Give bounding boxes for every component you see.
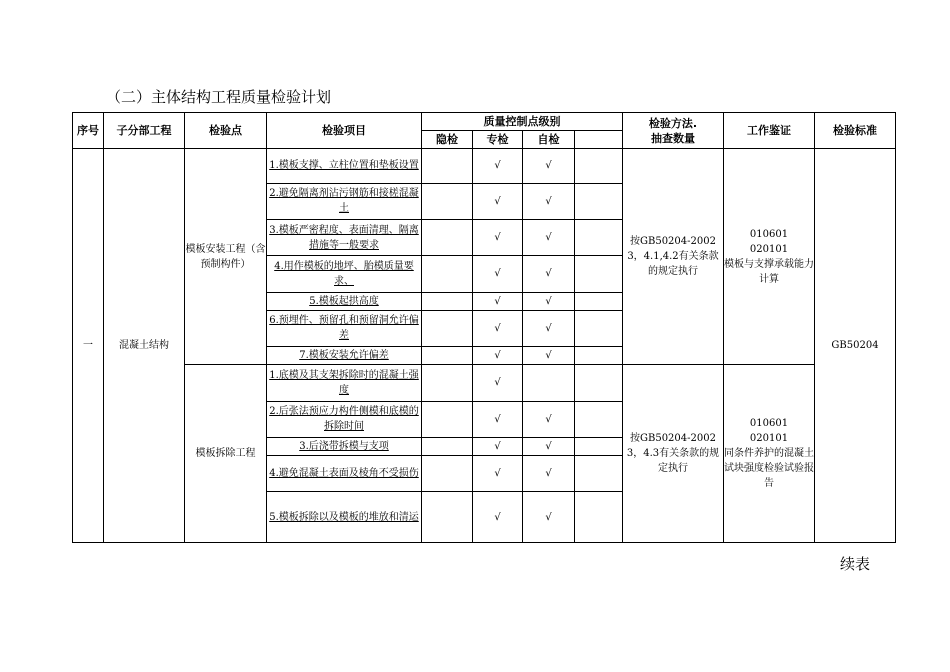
header-seq: 序号 <box>73 113 104 149</box>
self-check: √ <box>523 256 575 292</box>
self-check: √ <box>523 292 575 310</box>
self-check: √ <box>523 437 575 455</box>
method-cell: 按GB50204-2002 3，4.1,4.2有关条款的规定执行 <box>623 149 724 365</box>
header-inspection-point: 检验点 <box>185 113 267 149</box>
blank-cell <box>575 256 623 292</box>
inspection-item: 6.预埋件、预留孔和预留洞允许偏差 <box>267 310 422 346</box>
method-cell: 按GB50204-2002 3，4.3有关条款的规定执行 <box>623 365 724 543</box>
inspection-item: 2.避免隔离剂沾污钢筋和接槎混凝土 <box>267 183 422 219</box>
header-method: 检验方法. 抽查数量 <box>623 113 724 149</box>
inspection-item: 7.模板安装允许偏差 <box>267 347 422 365</box>
special-check: √ <box>473 149 523 183</box>
special-check: √ <box>473 310 523 346</box>
self-check: √ <box>523 149 575 183</box>
special-check: √ <box>473 437 523 455</box>
inspection-item: 3.模板严密程度、表面清理、隔离措施等一般要求 <box>267 219 422 255</box>
special-check: √ <box>473 456 523 492</box>
inspection-point-cell: 模板拆除工程 <box>185 365 267 543</box>
special-check: √ <box>473 292 523 310</box>
hidden-check-cell <box>422 401 473 437</box>
blank-cell <box>575 437 623 455</box>
page-title: （二）主体结构工程质量检验计划 <box>106 88 332 106</box>
inspection-item: 1.底模及其支架拆除时的混凝土强度 <box>267 365 422 401</box>
self-check: √ <box>523 401 575 437</box>
blank-cell <box>575 365 623 401</box>
self-check: √ <box>523 183 575 219</box>
self-check: √ <box>523 492 575 543</box>
header-inspection-item: 检验项目 <box>267 113 422 149</box>
header-self: 自检 <box>523 131 575 149</box>
hidden-check-cell <box>422 347 473 365</box>
special-check: √ <box>473 492 523 543</box>
seq-cell: 一 <box>73 149 104 543</box>
blank-cell <box>575 492 623 543</box>
blank-cell <box>575 401 623 437</box>
blank-cell <box>575 456 623 492</box>
blank-cell <box>575 149 623 183</box>
inspection-plan-table <box>72 112 896 543</box>
hidden-check-cell <box>422 256 473 292</box>
inspection-item: 4.用作模板的地坪、胎模质量要求、 <box>267 256 422 292</box>
inspection-item: 2.后张法预应力构件侧模和底模的拆除时间 <box>267 401 422 437</box>
certificate-cell: 010601 020101 模板与支撑承载能力计算 <box>724 149 815 365</box>
hidden-check-cell <box>422 492 473 543</box>
header-hidden: 隐检 <box>422 131 473 149</box>
table-row <box>73 149 896 183</box>
self-check: √ <box>523 347 575 365</box>
header-quality-level: 质量控制点级别 <box>422 113 623 131</box>
inspection-item: 5.模板起拱高度 <box>267 292 422 310</box>
special-check: √ <box>473 183 523 219</box>
hidden-check-cell <box>422 365 473 401</box>
inspection-item: 3.后浇带拆模与支项 <box>267 437 422 455</box>
hidden-check-cell <box>422 183 473 219</box>
self-check: √ <box>523 310 575 346</box>
header-special: 专检 <box>473 131 523 149</box>
inspection-point-cell: 模板安装工程（含预制构件） <box>185 149 267 365</box>
special-check: √ <box>473 401 523 437</box>
special-check: √ <box>473 219 523 255</box>
blank-cell <box>575 310 623 346</box>
special-check: √ <box>473 365 523 401</box>
certificate-cell: 010601 020101 同条件养护的混凝土试块强度检验试验报告 <box>724 365 815 543</box>
special-check: √ <box>473 256 523 292</box>
header-sub-project: 子分部工程 <box>104 113 185 149</box>
blank-cell <box>575 183 623 219</box>
inspection-item: 5.模板拆除以及模板的堆放和清运 <box>267 492 422 543</box>
inspection-item: 1.模板支撑、立柱位置和垫板设置 <box>267 149 422 183</box>
header-certificate: 工作鉴证 <box>724 113 815 149</box>
standard-cell: GB50204 <box>815 149 896 543</box>
hidden-check-cell <box>422 456 473 492</box>
blank-cell <box>575 219 623 255</box>
blank-cell <box>575 292 623 310</box>
self-check: √ <box>523 219 575 255</box>
blank-cell <box>575 347 623 365</box>
hidden-check-cell <box>422 149 473 183</box>
self-check: √ <box>523 456 575 492</box>
header-blank <box>575 131 623 149</box>
hidden-check-cell <box>422 219 473 255</box>
hidden-check-cell <box>422 437 473 455</box>
table-row <box>73 365 896 401</box>
self-check <box>523 365 575 401</box>
hidden-check-cell <box>422 292 473 310</box>
special-check: √ <box>473 347 523 365</box>
sub-project-cell: 混凝土结构 <box>104 149 185 543</box>
header-standard: 检验标准 <box>815 113 896 149</box>
continued-label: 续表 <box>840 555 871 573</box>
hidden-check-cell <box>422 310 473 346</box>
inspection-item: 4.避免混凝土表面及棱角不受损伤 <box>267 456 422 492</box>
